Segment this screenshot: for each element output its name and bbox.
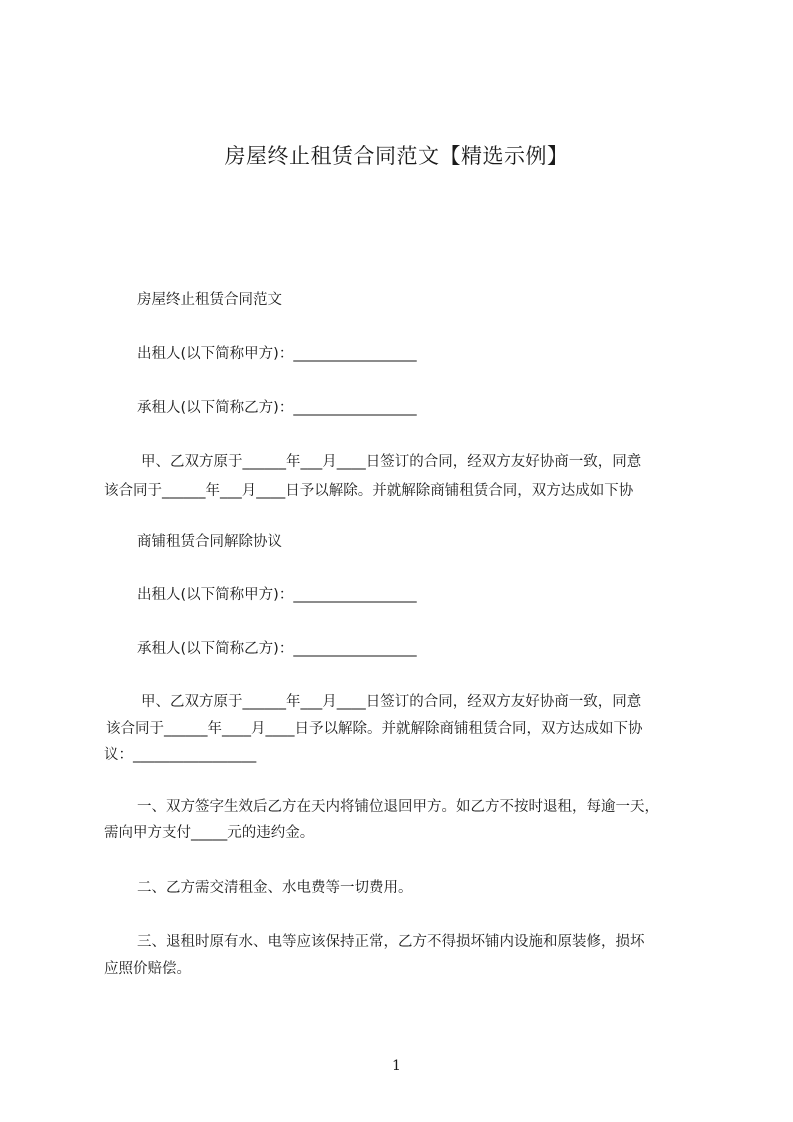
lessor-line: 出租人(以下简称甲方)：_________________ bbox=[137, 587, 417, 603]
clause-line: 一、双方签字生效后乙方在天内将铺位退回甲方。如乙方不按时退租，每逾一天， bbox=[137, 799, 659, 815]
paragraph-line: 议：_________________ bbox=[104, 747, 257, 763]
heading-line: 房屋终止租赁合同范文 bbox=[137, 292, 282, 308]
clause-line: 二、乙方需交清租金、水电费等一切费用。 bbox=[137, 880, 413, 896]
document-title: 房屋终止租赁合同范文【精选示例】 bbox=[224, 144, 569, 168]
paragraph-line: 甲、乙双方原于______年___月____日签订的合同，经双方友好协商一致，同意 bbox=[141, 694, 642, 710]
page-number: 1 bbox=[392, 1058, 401, 1074]
paragraph-line: 甲、乙双方原于______年___月____日签订的合同，经双方友好协商一致，同意 bbox=[141, 454, 642, 470]
paragraph-line: 该合同于______年___月____日予以解除。并就解除商铺租赁合同，双方达成如下协 bbox=[104, 483, 634, 499]
lessor-line: 出租人(以下简称甲方)：_________________ bbox=[137, 346, 417, 362]
lessee-line: 承租人(以下简称乙方)：_________________ bbox=[137, 400, 417, 416]
section-heading-line: 商铺租赁合同解除协议 bbox=[137, 534, 282, 550]
clause-line: 应照价赔偿。 bbox=[104, 961, 191, 977]
clause-line: 需向甲方支付_____元的违约金。 bbox=[104, 825, 315, 841]
paragraph-line: 该合同于______年____月____日予以解除。并就解除商铺租赁合同，双方达成如下协 bbox=[106, 721, 643, 737]
clause-line: 三、退租时原有水、电等应该保持正常，乙方不得损坏铺内设施和原装修，损坏 bbox=[137, 934, 645, 950]
lessee-line: 承租人(以下简称乙方)：_________________ bbox=[137, 641, 417, 657]
